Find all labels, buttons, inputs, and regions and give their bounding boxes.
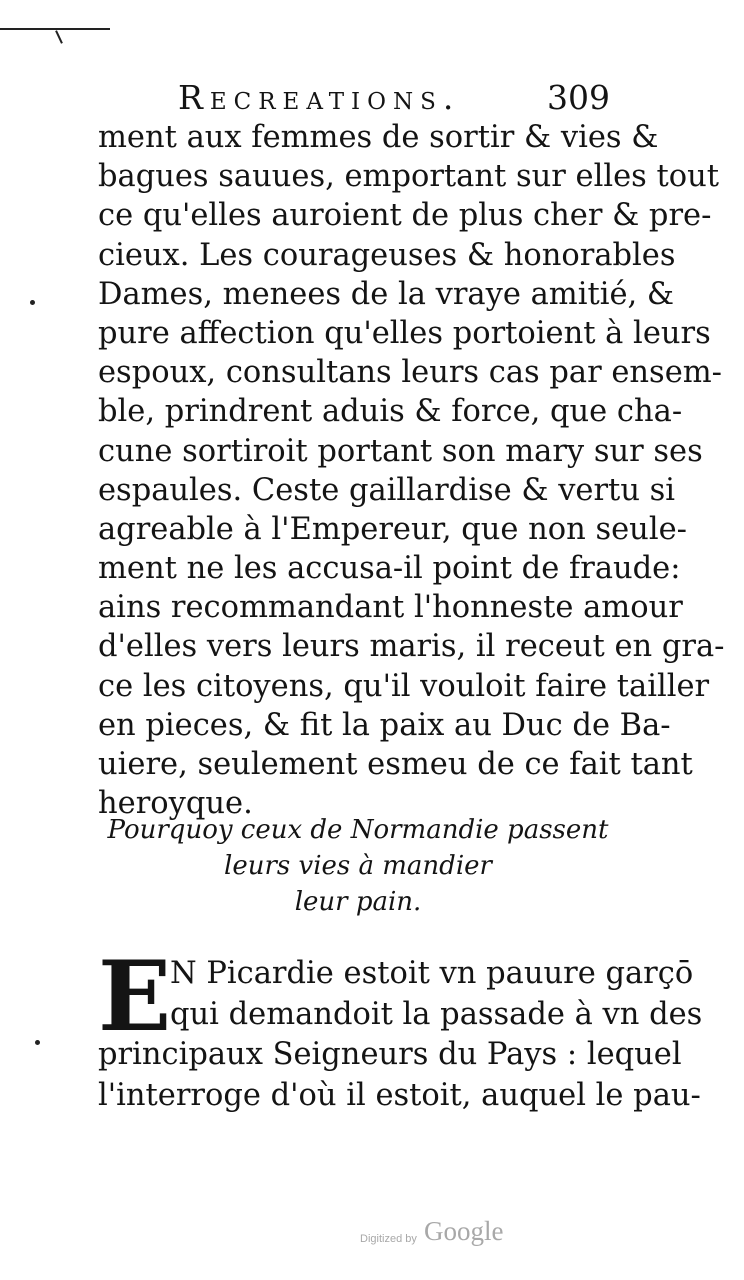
text-line: qui demandoit la passade à vn des (170, 996, 703, 1032)
text-line: espoux, consultans leurs cas par ensem- (98, 355, 722, 391)
page-number: 309 (547, 78, 610, 117)
text-line: en pieces, & fit la paix au Duc de Ba- (98, 707, 671, 743)
text-line: ment aux femmes de sortir & vies & (98, 120, 659, 155)
text-line: ce qu'elles auroient de plus cher & pre- (98, 198, 712, 234)
text-line: bagues sauues, emportant sur elles tout (98, 159, 720, 195)
text-line: pure affection qu'elles portoient à leurs (98, 315, 711, 351)
digitization-credit (360, 1212, 540, 1252)
page-header (98, 78, 618, 122)
stray-ink-dot (30, 300, 35, 305)
heading-line: leur pain. (294, 887, 422, 917)
running-title: Recreations. (178, 78, 461, 117)
text-line: d'elles vers leurs maris, il receut en gra- (98, 629, 725, 665)
text-line: agreable à l'Empereur, que non seule- (98, 511, 687, 547)
digitized-by-label: Digitized by (360, 1233, 417, 1245)
paragraph-2 (98, 940, 703, 1116)
google-logo: Google (424, 1216, 504, 1246)
paragraph-1 (98, 118, 725, 823)
text-line: uiere, seulement esmeu de ce fait tant (98, 747, 693, 782)
text-line: heroyque. (98, 786, 253, 822)
stray-ink-dot (35, 1040, 40, 1045)
text-line: espaules. Ceste gaillardise & vertu si (98, 472, 676, 508)
heading-line: leurs vies à mandier (224, 851, 492, 881)
drop-cap: E (98, 940, 172, 1053)
scan-corner-tick (55, 30, 63, 44)
heading-line: Pourquoy ceux de Normandie passent (107, 815, 609, 845)
text-line: ment ne les accusa-il point de fraude: (98, 551, 681, 587)
text-line: cune sortiroit portant son mary sur ses (98, 433, 703, 469)
text-line: Dames, menees de la vraye amitié, & (98, 276, 675, 312)
section-heading (98, 812, 618, 920)
text-line: ce les citoyens, qu'il vouloit faire tailler (98, 668, 710, 704)
text-line: principaux Seigneurs du Pays : lequel (98, 1037, 682, 1072)
text-line: ains recommandant l'honneste amour (98, 590, 683, 626)
text-line: N Picardie estoit vn pauure garçō (170, 956, 694, 991)
text-line: l'interroge d'où il estoit, auquel le pau- (98, 1077, 701, 1113)
text-line: ble, prindrent aduis & force, que cha- (98, 394, 683, 430)
text-line: cieux. Les courageuses & honorables (98, 237, 676, 273)
